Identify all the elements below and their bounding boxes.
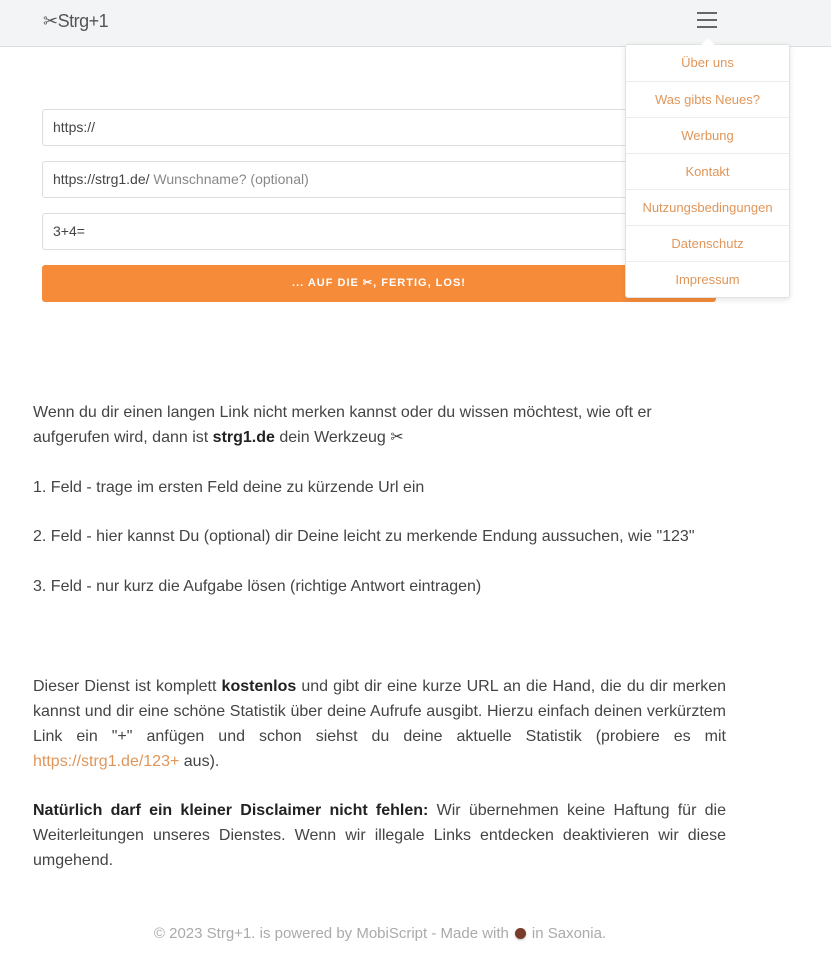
coffee-icon bbox=[515, 928, 526, 939]
scissors-icon: ✂ bbox=[43, 11, 58, 31]
dropdown-menu bbox=[625, 44, 790, 298]
example-link[interactable]: https://strg1.de/123+ bbox=[33, 753, 180, 770]
alias-placeholder: Wunschname? (optional) bbox=[153, 171, 309, 187]
scissors-icon: ✂ bbox=[362, 277, 374, 289]
step-2: 2. Feld - hier kannst Du (optional) dir Deine leicht zu merkende Endung aussuchen, wie "123" bbox=[33, 528, 695, 545]
step-3: 3. Feld - nur kurz die Aufgabe lösen (richtige Antwort eintragen) bbox=[33, 578, 482, 595]
menu-item-ueber-uns[interactable]: Über uns bbox=[681, 55, 734, 70]
url-prefix: https://strg1.de/ bbox=[53, 171, 150, 187]
info-text: Dieser Dienst ist komplett kostenlos und gibt dir eine kurze URL an die Hand, die du dir merken kannst und dir eine schöne Statistik über deine Aufrufe ausgibt. Hierzu einfach deinen verkürztem Link ein "+" anfügen und schon siehst du deine aktuelle Statistik (probiere es mit https://strg1.de/123+ aus). bbox=[33, 678, 726, 770]
submit-text: ... AUF DIE bbox=[292, 277, 363, 289]
menu-item-datenschutz[interactable]: Datenschutz bbox=[626, 225, 789, 261]
hamburger-icon[interactable] bbox=[697, 12, 717, 29]
captcha-input[interactable] bbox=[42, 213, 716, 250]
menu-item-kontakt[interactable]: Kontakt bbox=[626, 153, 789, 189]
step-1: 1. Feld - trage im ersten Feld deine zu kürzende Url ein bbox=[33, 479, 425, 496]
submit-button[interactable] bbox=[42, 265, 716, 302]
url-input[interactable] bbox=[42, 109, 716, 146]
submit-text-end: , FERTIG, LOS! bbox=[373, 277, 466, 289]
menu-item-nutzungsbedingungen[interactable]: Nutzungsbedingungen bbox=[626, 189, 789, 225]
menu-item-werbung[interactable]: Werbung bbox=[626, 117, 789, 153]
brand-link[interactable] bbox=[43, 11, 108, 32]
footer: © 2023 Strg+1. is powered by MobiScript - Made with in Saxonia. bbox=[153, 925, 607, 942]
scissors-icon: ✂ bbox=[390, 429, 404, 446]
intro-text: Wenn du dir einen langen Link nicht merken kannst oder du wissen möchtest, wie oft er aufgerufen wird, dann ist strg1.de dein Werkzeug ✂ bbox=[33, 404, 652, 446]
brand-text: Strg+1 bbox=[57, 11, 109, 31]
alias-input[interactable] bbox=[42, 161, 716, 198]
url-placeholder: https:// bbox=[53, 119, 96, 135]
menu-item-neues[interactable]: Was gibts Neues? bbox=[626, 81, 789, 117]
menu-item-impressum[interactable]: Impressum bbox=[626, 261, 789, 297]
captcha-label: 3+4= bbox=[53, 223, 85, 239]
disclaimer-text: Natürlich darf ein kleiner Disclaimer nicht fehlen: Wir übernehmen keine Haftung für die Weiterleitungen unseres Dienstes. Wenn wir illegale Links entdecken deaktivieren wir diese umgehend. bbox=[33, 802, 727, 869]
